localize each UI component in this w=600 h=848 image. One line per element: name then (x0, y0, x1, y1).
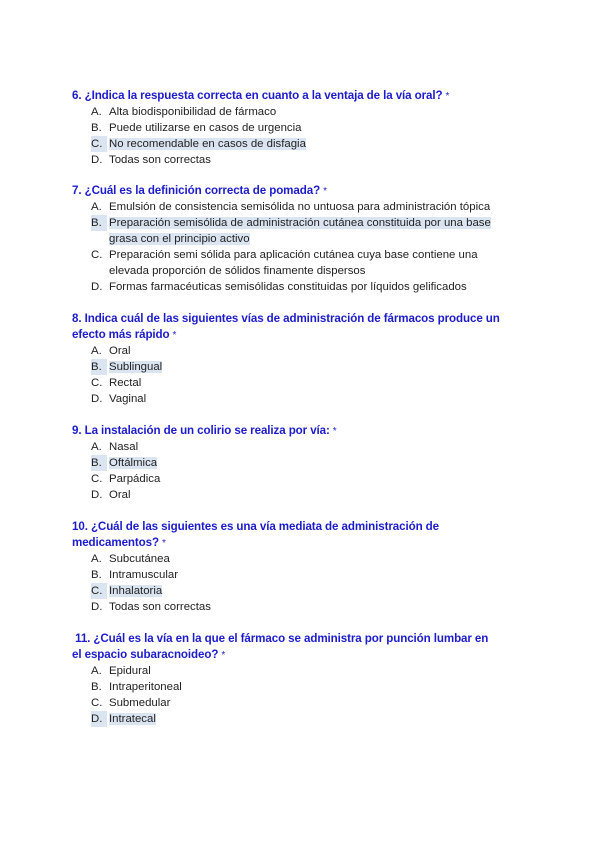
required-asterisk: * (332, 426, 337, 437)
question-11-option-a: A. Epidural (91, 665, 151, 677)
question-10-option-a: A. Subcutánea (91, 553, 170, 565)
question-9-option-d: D. Oral (91, 489, 131, 501)
required-asterisk: * (221, 650, 226, 661)
question-9-title: 9. La instalación de un colirio se realiza por vía: * (72, 424, 337, 437)
question-11-title: 11. ¿Cuál es la vía en la que el fármaco se administra por punción lumbar en el espacio subaracnoideo? * (72, 632, 489, 661)
question-6-option-c-highlighted: C. No recomendable en casos de disfagia (91, 138, 306, 150)
question-6-option-a: A. Alta biodisponibilidad de fármaco (91, 106, 277, 118)
question-9-option-c: C. Parpádica (91, 473, 161, 485)
question-7-title: 7. ¿Cuál es la definición correcta de pomada? * (72, 184, 327, 197)
question-11-option-d-highlighted: D. Intratecal (91, 713, 156, 725)
question-6-title: 6. ¿Indica la respuesta correcta en cuanto a la ventaja de la vía oral? * (72, 89, 450, 102)
question-6-option-b: B. Puede utilizarse en casos de urgencia (91, 122, 302, 134)
question-9-option-a: A. Nasal (91, 441, 139, 453)
question-8-option-a: A. Oral (91, 345, 131, 357)
question-7-option-b-highlighted: B. Preparación semisólida de administración cutánea constituida por una base grasa con el principio activo (91, 217, 491, 245)
question-9-option-b-highlighted: B. Oftálmica (91, 457, 158, 469)
question-8-option-d: D. Vaginal (91, 393, 147, 405)
question-10-option-b: B. Intramuscular (91, 569, 179, 581)
required-asterisk: * (172, 330, 177, 341)
question-7-option-c: C. Preparación semi sólida para aplicación cutánea cuya base contiene una elevada proporción de sólidos finamente dispersos (91, 249, 478, 277)
question-8-option-c: C. Rectal (91, 377, 142, 389)
required-asterisk: * (161, 538, 166, 549)
question-7-option-d: D. Formas farmacéuticas semisólidas constituidas por líquidos gelificados (91, 281, 467, 293)
question-7-option-a: A. Emulsión de consistencia semisólida no untuosa para administración tópica (91, 201, 491, 213)
question-11-option-c: C. Submedular (91, 697, 171, 709)
question-10-option-d: D. Todas son correctas (91, 601, 211, 613)
required-asterisk: * (445, 91, 450, 102)
question-8-title: 8. Indica cuál de las siguientes vías de administración de fármacos produce un efecto más rápido * (72, 312, 500, 341)
question-8-option-b-highlighted: B. Sublingual (91, 361, 163, 373)
question-11-option-b: B. Intraperitoneal (91, 681, 182, 693)
required-asterisk: * (323, 186, 327, 197)
question-10-option-c-highlighted: C. Inhalatoria (91, 585, 163, 597)
question-6-option-d: D. Todas son correctas (91, 154, 211, 166)
question-10-title: 10. ¿Cuál de las siguientes es una vía mediata de administración de medicamentos? * (72, 520, 440, 549)
